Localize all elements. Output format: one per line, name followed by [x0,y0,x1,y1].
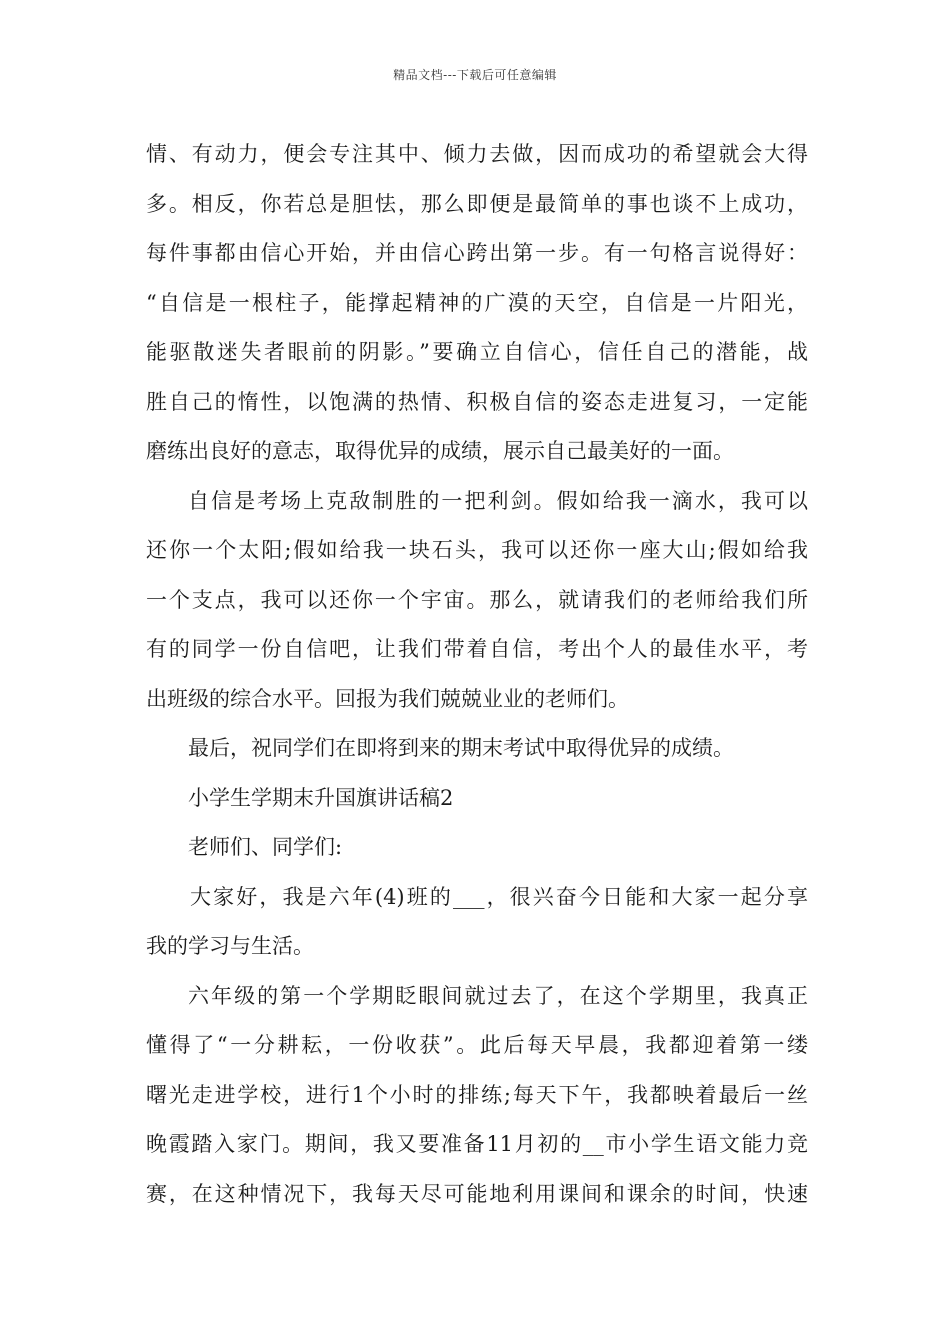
text-line: “自信是一根柱子，能撑起精神的广漠的天空，自信是一片阳光， [146,290,808,315]
text-line: 能驱散迷失者眼前的阴影。”要确立自信心，信任自己的潜能，战 [146,340,808,364]
text-line: 出班级的综合水平。回报为我们兢兢业业的老师们。 [146,686,629,711]
text-line: 懂得了“一分耕耘，一份收获”。此后每天早晨，我都迎着第一缕 [146,1033,808,1057]
section-title: 小学生学期末升国旗讲话稿2 [188,785,454,810]
paragraph-first-line: 大家好，我是六年(4)班的___，很兴奋今日能和大家一起分享 [190,884,808,909]
salutation: 老师们、同学们: [188,835,343,859]
text-line: 磨练出良好的意志，取得优异的成绩，展示自己最美好的一面。 [146,439,734,463]
text-line: 我的学习与生活。 [146,934,314,958]
paragraph-first-line: 自信是考场上克敌制胜的一把利剑。假如给我一滴水，我可以 [188,488,808,513]
text-line: 每件事都由信心开始，并由信心跨出第一步。有一句格言说得好： [146,241,808,265]
text-line: 胜自己的惰性，以饱满的热情、积极自信的姿态走进复习，一定能 [146,389,808,414]
text-line: 晚霞踏入家门。期间，我又要准备11月初的__市小学生语文能力竞 [146,1132,808,1156]
paragraph-first-line: 最后，祝同学们在即将到来的期末考试中取得优异的成绩。 [188,736,734,760]
page-header: 精品文档---下载后可任意编辑 [393,68,557,82]
text-line: 有的同学一份自信吧，让我们带着自信，考出个人的最佳水平，考 [146,637,808,661]
text-line: 一个支点，我可以还你一个宇宙。那么，就请我们的老师给我们所 [146,587,808,612]
paragraph-first-line: 六年级的第一个学期眨眼间就过去了，在这个学期里，我真正 [188,983,808,1008]
text-line: 多。相反，你若总是胆怯，那么即便是最简单的事也谈不上成功， [146,191,808,216]
text-line: 曙光走进学校，进行1个小时的排练;每天下午，我都映着最后一丝 [146,1082,808,1107]
text-line: 情、有动力，便会专注其中、倾力去做，因而成功的希望就会大得 [146,142,808,166]
text-line: 还你一个太阳;假如给我一块石头，我可以还你一座大山;假如给我 [146,538,808,562]
document-body [146,130,808,1219]
text-line: 赛，在这种情况下，我每天尽可能地利用课间和课余的时间，快速 [146,1181,808,1206]
